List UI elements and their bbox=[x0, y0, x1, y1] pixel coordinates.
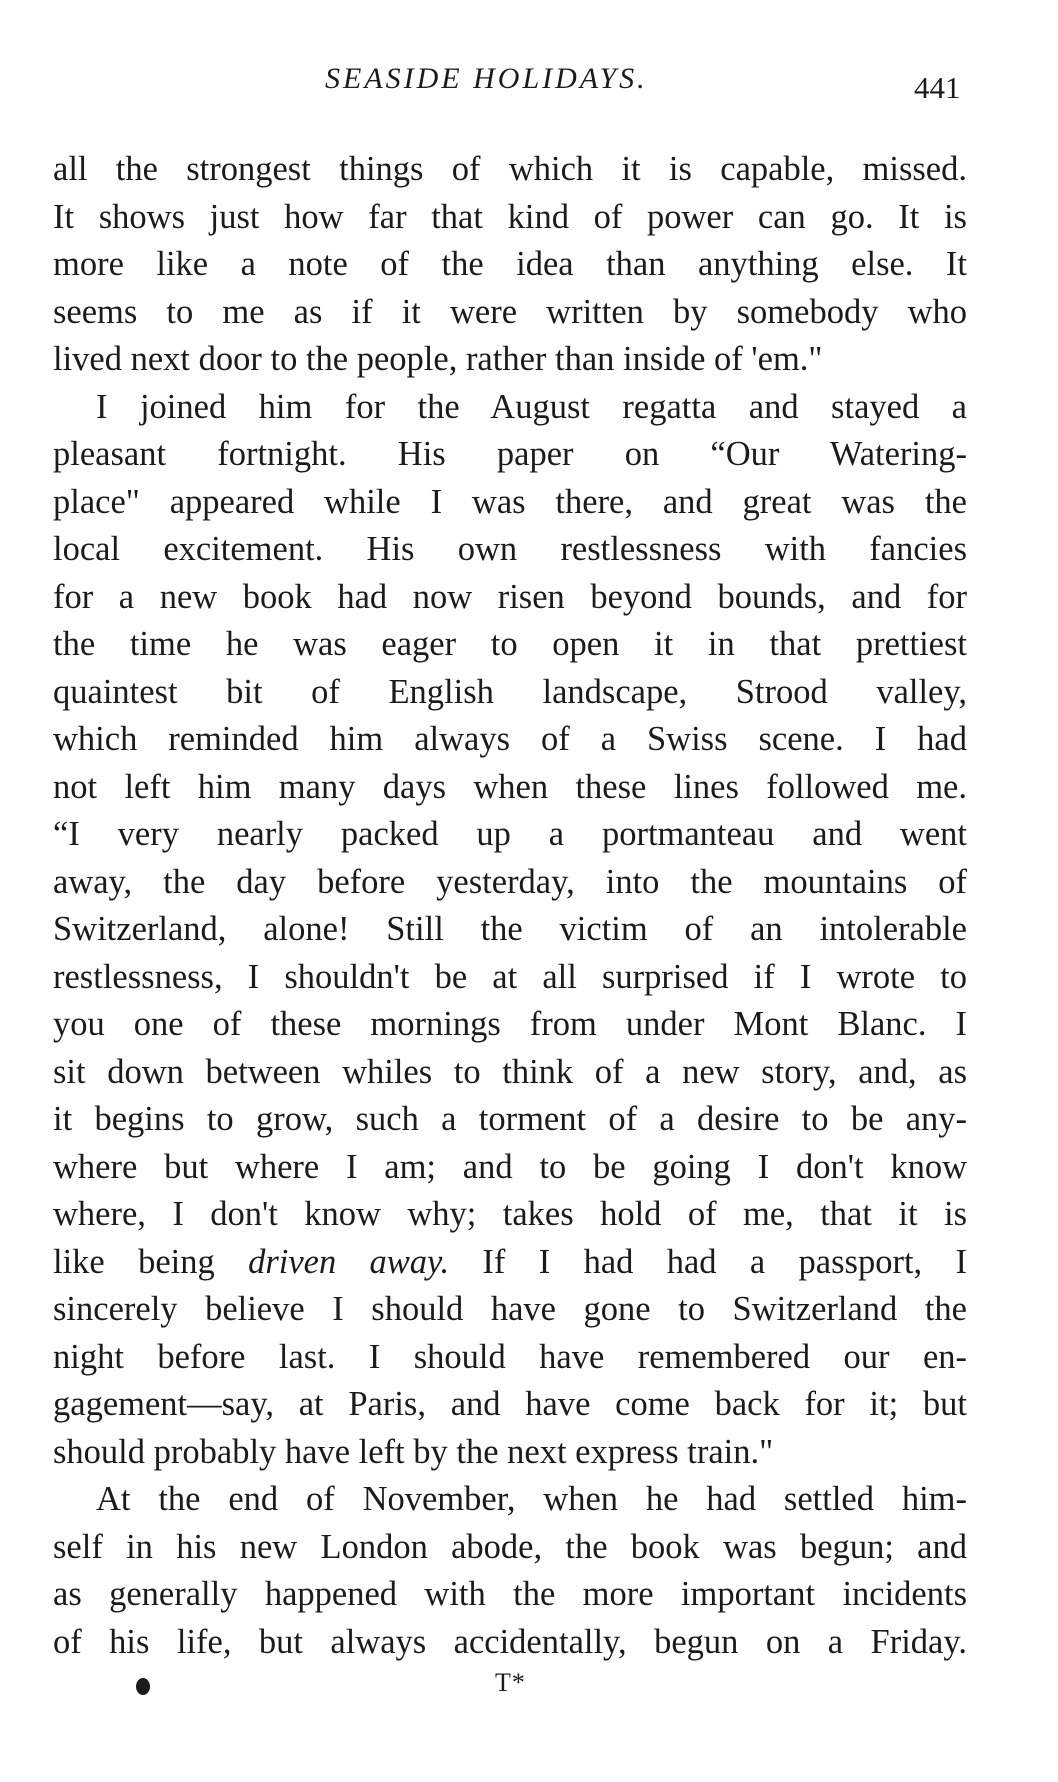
page-number: 441 bbox=[914, 70, 961, 105]
text-line: you one of these mornings from under Mont Blanc. I bbox=[53, 1005, 967, 1043]
text-line: night before last. I should have remembered our en- bbox=[53, 1337, 967, 1376]
text-line: pleasant fortnight. His paper on “Our Watering- bbox=[53, 435, 967, 473]
text-line: it begins to grow, such a torment of a desire to be any- bbox=[53, 1100, 967, 1138]
italic-phrase: driven away. bbox=[248, 1242, 450, 1281]
running-head bbox=[0, 62, 1058, 112]
text-line: place" appeared while I was there, and great was the bbox=[53, 482, 967, 521]
text-line: for a new book had now risen beyond bounds, and for bbox=[53, 577, 967, 616]
text-line: Switzerland, alone! Still the victim of an intolerable bbox=[53, 910, 967, 948]
text-line: sincerely believe I should have gone to Switzerland the bbox=[53, 1290, 967, 1328]
text-line: of his life, but always accidentally, begun on a Friday. bbox=[53, 1622, 967, 1661]
text-line: not left him many days when these lines followed me. bbox=[53, 767, 967, 806]
text-line: self in his new London abode, the book was begun; and bbox=[53, 1527, 967, 1566]
text-line: should probably have left by the next express train." bbox=[53, 1432, 774, 1471]
text-line: sit down between whiles to think of a new story, and, as bbox=[53, 1052, 967, 1091]
text-line: restlessness, I shouldn't be at all surprised if I wrote to bbox=[53, 957, 967, 996]
text-line: away, the day before yesterday, into the mountains of bbox=[53, 862, 967, 901]
paragraph-start-line: At the end of November, when he had settled him- bbox=[96, 1480, 967, 1518]
text-line: local excitement. His own restlessness with fancies bbox=[53, 530, 967, 568]
text-line: lived next door to the people, rather than inside of 'em." bbox=[53, 340, 823, 378]
paragraph-start-line: I joined him for the August regatta and stayed a bbox=[96, 387, 967, 426]
ink-dot-mark bbox=[136, 1678, 150, 1695]
text-line: It shows just how far that kind of power can go. It is bbox=[53, 197, 967, 236]
text-line: “I very nearly packed up a portmanteau and went bbox=[53, 815, 967, 853]
text-line-with-emphasis bbox=[53, 1239, 967, 1287]
text-line: the time he was eager to open it in that prettiest bbox=[53, 625, 967, 663]
page-footer bbox=[0, 1668, 1058, 1708]
line-tail: If I had had a passport, I bbox=[449, 1242, 967, 1281]
text-line: quaintest bit of English landscape, Strood valley, bbox=[53, 672, 967, 711]
text-line: which reminded him always of a Swiss scene. I had bbox=[53, 720, 967, 758]
line-lead: like being bbox=[53, 1242, 249, 1281]
text-line: gagement—say, at Paris, and have come back for it; but bbox=[53, 1385, 967, 1423]
text-line: where but where I am; and to be going I don't know bbox=[53, 1147, 967, 1186]
signature-mark: T* bbox=[495, 1668, 526, 1697]
text-line: all the strongest things of which it is capable, missed. bbox=[53, 150, 967, 188]
text-line: where, I don't know why; takes hold of me, that it is bbox=[53, 1195, 967, 1233]
running-title: SEASIDE HOLIDAYS. bbox=[325, 62, 648, 95]
text-line: as generally happened with the more important incidents bbox=[53, 1575, 967, 1613]
text-line: more like a note of the idea than anything else. It bbox=[53, 245, 967, 283]
text-line: seems to me as if it were written by somebody who bbox=[53, 292, 967, 331]
body-text bbox=[53, 146, 967, 1666]
